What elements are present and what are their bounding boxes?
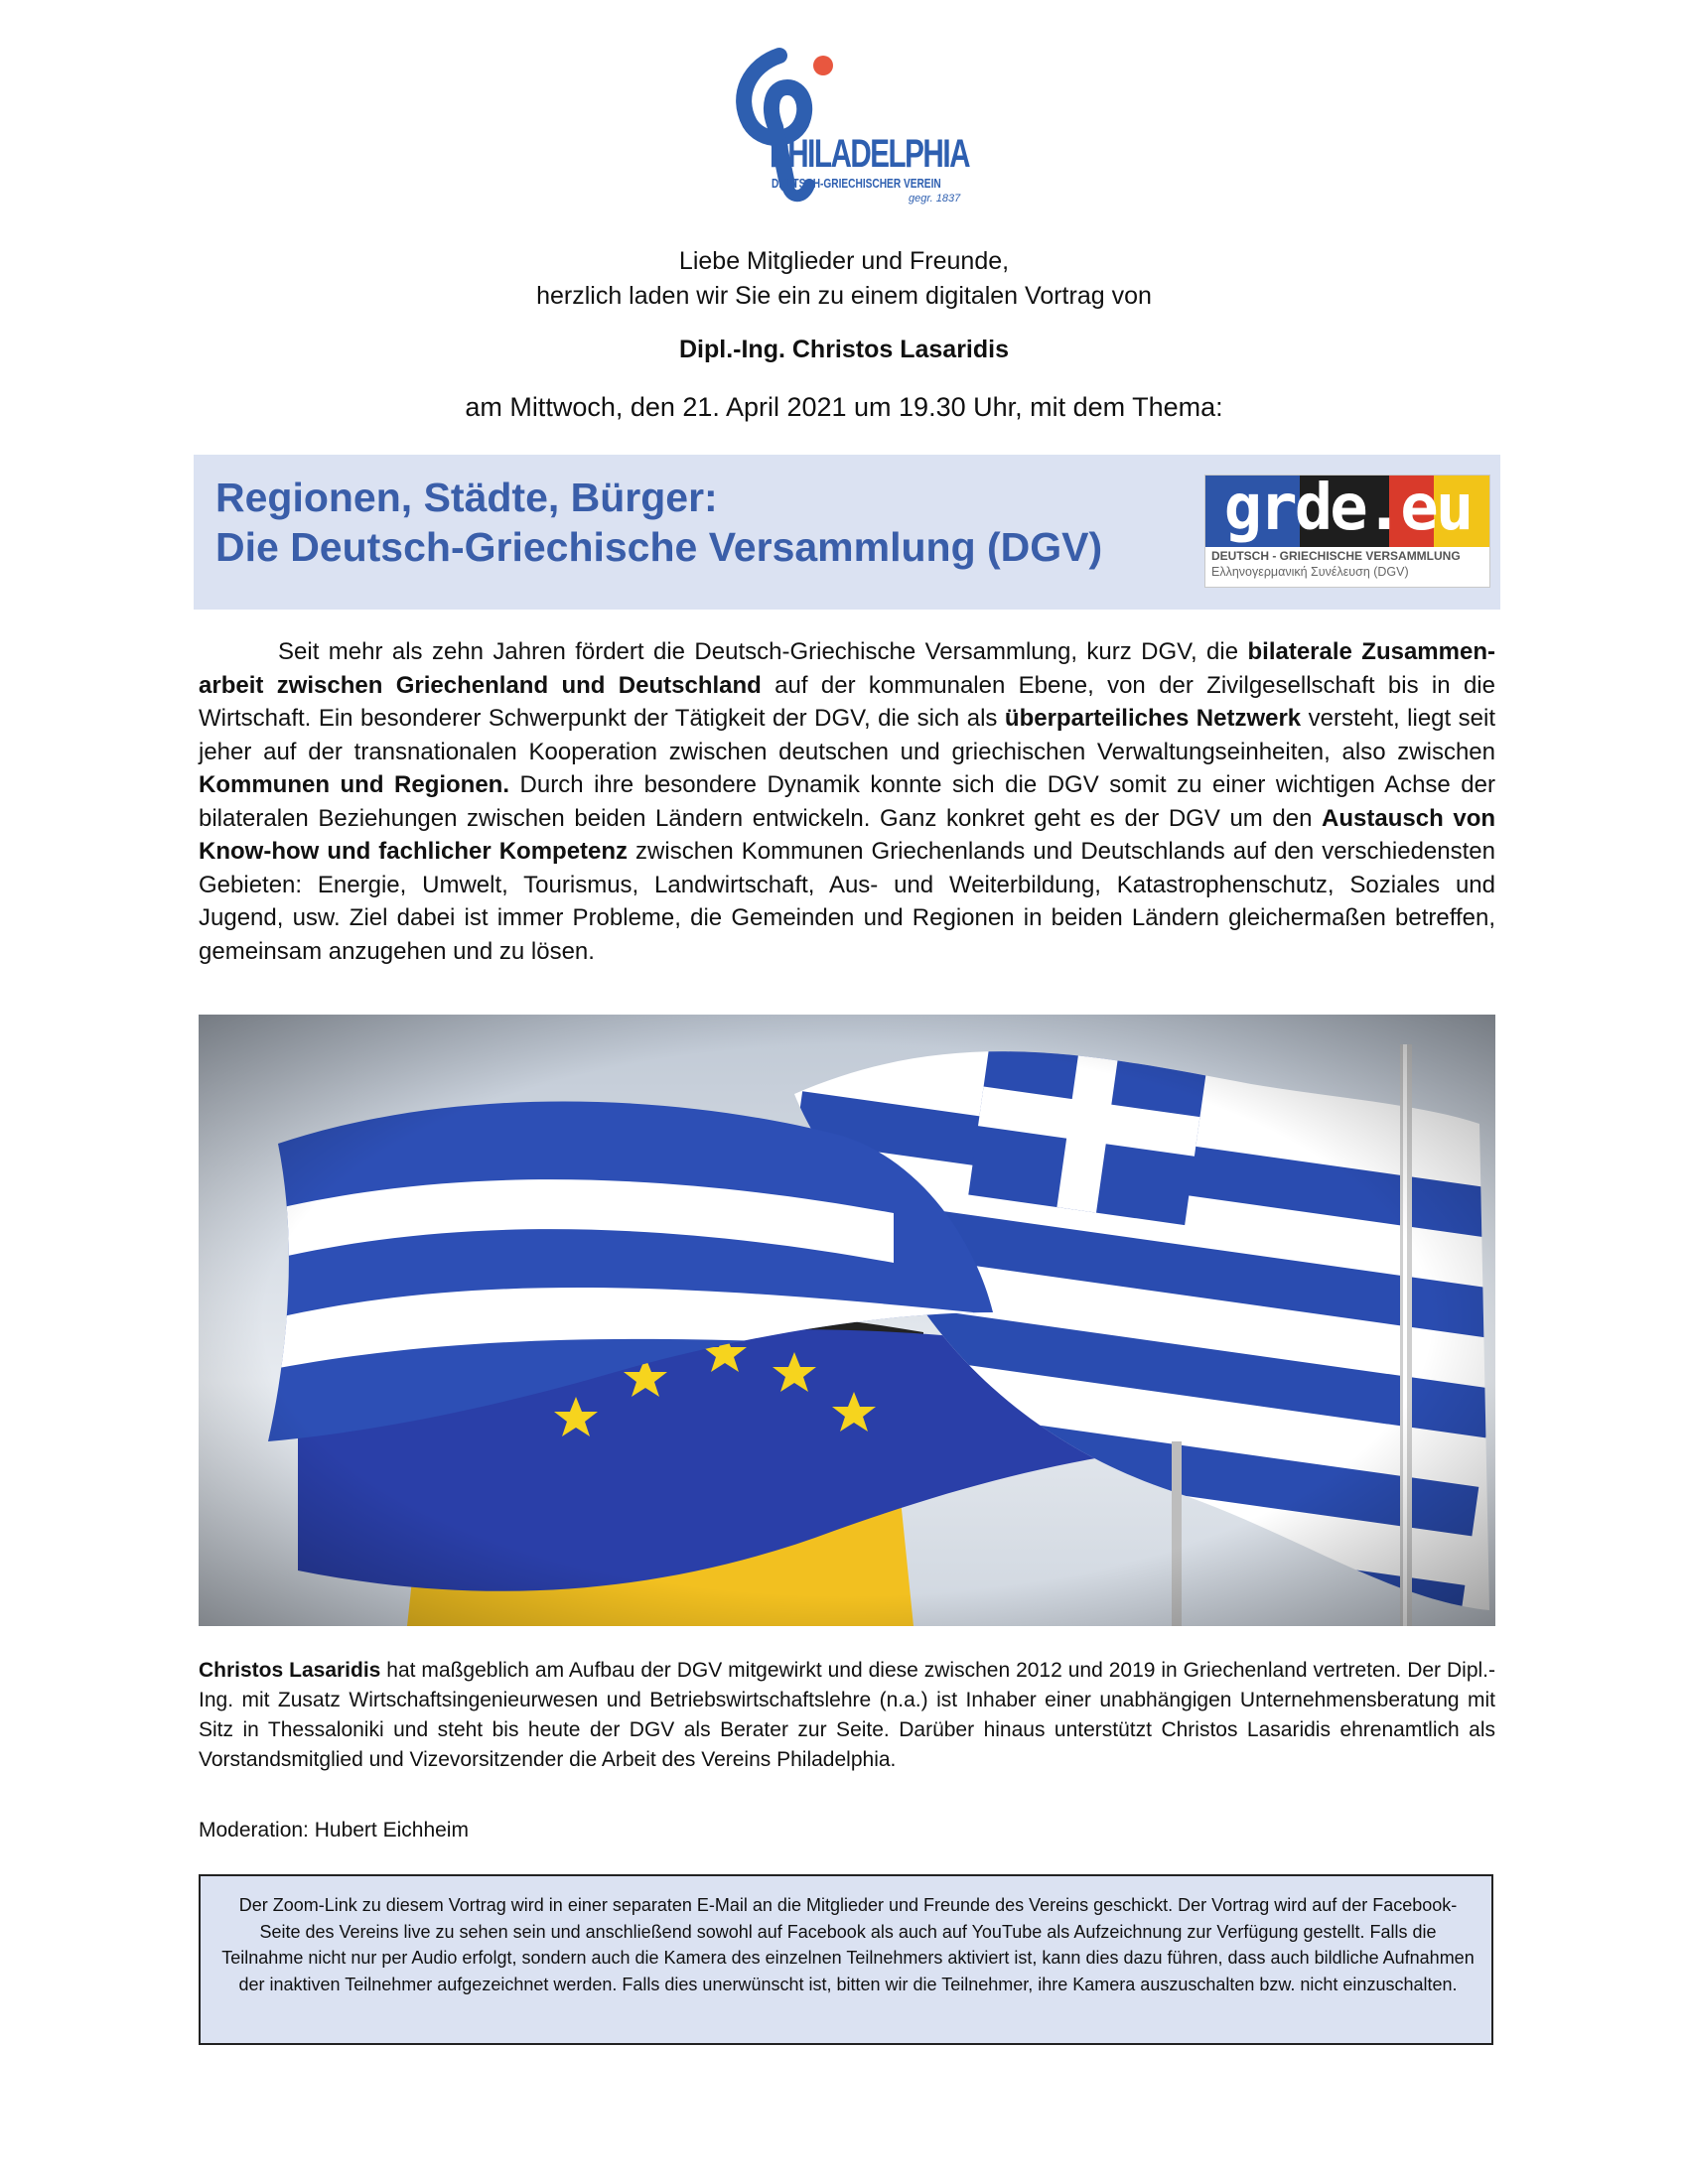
speaker-name: Dipl.-Ing. Christos Lasaridis [679,336,1009,363]
body-bold-segment: Austausch von Know-how und fachlicher Kompetenz [199,804,1496,865]
logo-subtitle: DEUTSCH-GRIECHISCHER VEREIN [772,176,941,191]
logo-name: PHILADELPHIA [770,132,969,176]
body-text-segment: Durch ihre besondere Dynamik konnte sich die DGV somit zu einer wichtigen Achse der bilateralen Beziehungen zwischen beiden Ländern entwickeln. Ganz konkret geht es der DGV um den [199,771,1495,832]
title-banner [194,455,1500,610]
event-date: am Mittwoch, den 21. April 2021 um 19.30 Uhr, mit dem Thema: [465,392,1223,422]
body-paragraph [199,635,1495,968]
grde-wordmark: grde.eu [1223,475,1472,545]
flags-image [199,1015,1495,1626]
speaker-bio [199,1656,1495,1775]
body-text-segment: auf der kommunalen Ebene, von der Zivilgesellschaft bis in die Wirtschaft. Ein besonderer Schwerpunkt der Tätigkeit der DGV, die sich als [199,671,1495,732]
bio-text: hat maßgeblich am Aufbau der DGV mitgewirkt und diese zwischen 2012 und 2019 in Griechenland vertreten. Der Dipl.-Ing. mit Zusatz Wirtschaftsingenieurwesen und Betriebswirtschaftslehre (n.a.) ist Inhaber einer unabhängigen Unternehmensberatung mit Sitz in Thessaloniki und steht bis heute der DGV als Berater zur Seite. Darüber hinaus unterstützt Christos Lasaridis ehrenamtlich als Vorstandsmitglied und Vizevorsitzender die Arbeit des Vereins Philadelphia. [199,1659,1495,1771]
bio-name: Christos Lasaridis [199,1659,381,1682]
body-text-segment: versteht, liegt seit jeher auf der transnationalen Kooperation zwischen deutschen und griechischen Verwaltungseinheiten, also zwischen [199,705,1496,765]
body-bold-segment: Kommunen und Regionen. [199,771,510,798]
moderation-line: Moderation: Hubert Eichheim [199,1819,469,1842]
body-bold-segment: bilaterale Zusammenarbeit zwischen Griechenland und Deutschland [199,638,1495,699]
logo-since: gegr. 1837 [909,193,961,205]
philadelphia-logo [710,36,978,214]
grde-caption-de: DEUTSCH - GRIECHISCHE VERSAMMLUNG [1211,549,1461,563]
zoom-info-text: Der Zoom-Link zu diesem Vortrag wird in einer separaten E-Mail an die Mitglieder und Freunde des Vereins geschickt. Der Vortrag wird auf der Facebook-Seite des Vereins live zu sehen sein und anschließend sowohl auf Facebook als auch auf YouTube als Aufzeichnung zur Verfügung gestellt. Falls die Teilnahme nicht nur per Audio erfolgt, sondern auch die Kamera des einzelnen Teilnehmers aktiviert ist, kann dies dazu führen, dass auch bildliche Aufnahmen der inaktiven Teilnehmer aufgezeichnet werden. Falls dies unerwünscht ist, bitten wir die Teilnehmer, ihre Kamera auszuschalten bzw. nicht einzuschalten. [221,1895,1475,1994]
greeting-line-2: herzlich laden wir Sie ein zu einem digitalen Vortrag von [536,282,1152,310]
body-text-segment: zwischen Kommunen Griechenlands und Deutschlands auf den verschiedensten Gebieten: Energie, Umwelt, Tourismus, Landwirtschaft, Aus- und Weiterbildung, Katastrophenschutz, Soziales und Jugend, usw. Ziel dabei ist immer Probleme, die Gemeinden und Regionen in beiden Ländern gleichermaßen betreffen, gemeinsam anzugehen und zu lösen. [199,838,1495,965]
zoom-info-box [199,1874,1493,2045]
body-bold-segment: überparteiliches Netzwerk [1004,705,1302,732]
body-text-segment: Seit mehr als zehn Jahren fördert die Deutsch-Griechische Versammlung, kurz DGV, die [278,638,1248,665]
title-line-2: Die Deutsch-Griechische Versammlung (DGV) [215,524,1103,570]
greeting-line-1: Liebe Mitglieder und Freunde, [678,247,1010,275]
flags-photo [199,1015,1495,1626]
grde-caption-gr: Ελληνογερμανική Συνέλευση (DGV) [1211,565,1409,579]
grde-logo [1204,475,1490,588]
title-line-1: Regionen, Städte, Bürger: [215,475,718,520]
